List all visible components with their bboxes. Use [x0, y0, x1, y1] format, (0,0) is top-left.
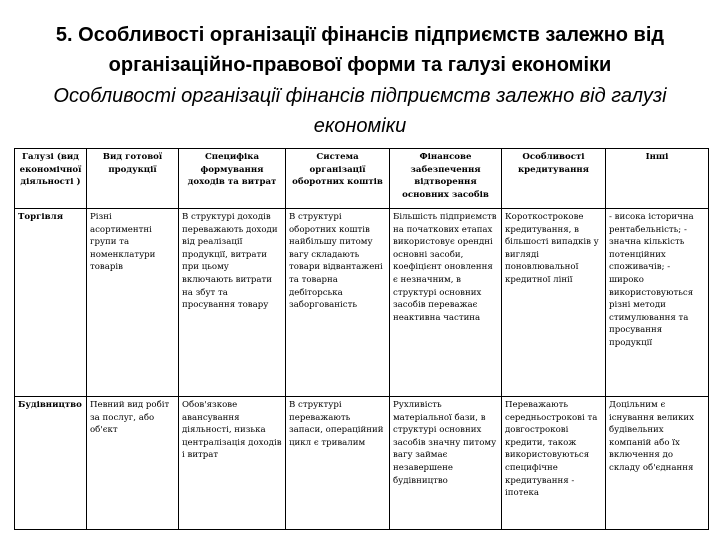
header-income: Специфіка формування доходів та витрат [179, 149, 286, 209]
cell-income: Обов'язкове авансування діяльності, низька централізація доходів і витрат [179, 397, 286, 530]
cell-industry: Торгівля [15, 209, 87, 397]
table-row [15, 397, 709, 530]
cell-product: Різні асортиментні групи та номенклатури товарів [87, 209, 179, 397]
header-other: Інші [606, 149, 709, 209]
cell-credit: Короткострокове кредитування, в більшості випадків у вигляді поновлювальної кредитної лінії [502, 209, 606, 397]
cell-other: Доцільним є існування великих будівельних компаній або їх включення до складу об'єднання [606, 397, 709, 530]
cell-credit: Переважають середньострокові та довгострокові кредити, також використовуються специфічне кредитування - іпотека [502, 397, 606, 530]
cell-income: В структурі доходів переважають доходи від реалізації продукції, витрати при цьому включають витрати на збут та просування товару [179, 209, 286, 397]
industry-table [14, 148, 709, 530]
cell-product: Певний вид робіт за послуг, або об'єкт [87, 397, 179, 530]
header-industry: Галузі (вид економічної діяльності ) [15, 149, 87, 209]
cell-industry: Будівництво [15, 397, 87, 530]
header-working-capital: Система організації оборотних коштів [286, 149, 390, 209]
slide-title: 5. Особливості організації фінансів підприємств залежно від організаційно-правової форми та галузі економіки [55, 24, 665, 76]
cell-fixed-assets: Рухливість матеріальної бази, в структурі основних засобів значну питому вагу займає незавершене будівництво [390, 397, 502, 530]
cell-fixed-assets: Більшість підприємств на початкових етапах використовує орендні основні засоби, коефіцієнт оновлення є незначним, в структурі основних засобів переважає неактивна частина [390, 209, 502, 397]
slide-subtitle: Особливості організації фінансів підприємств залежно від галузі економіки [53, 85, 667, 137]
cell-working-capital: В структурі переважають запаси, операційний цикл є тривалим [286, 397, 390, 530]
cell-other: - висока історична рентабельність; - значна кількість потенційних споживачів; - широко використовуються різні методи стимулювання та просування продукції [606, 209, 709, 397]
header-credit: Особливості кредитування [502, 149, 606, 209]
header-product: Вид готової продукції [87, 149, 179, 209]
table-row [15, 209, 709, 397]
table-header-row [15, 149, 709, 209]
header-fixed-assets: Фінансове забезпечення відтворення основних засобів [390, 149, 502, 209]
cell-working-capital: В структурі оборотних коштів найбільшу питому вагу складають товари відвантажені та товарна дебіторська заборгованість [286, 209, 390, 397]
